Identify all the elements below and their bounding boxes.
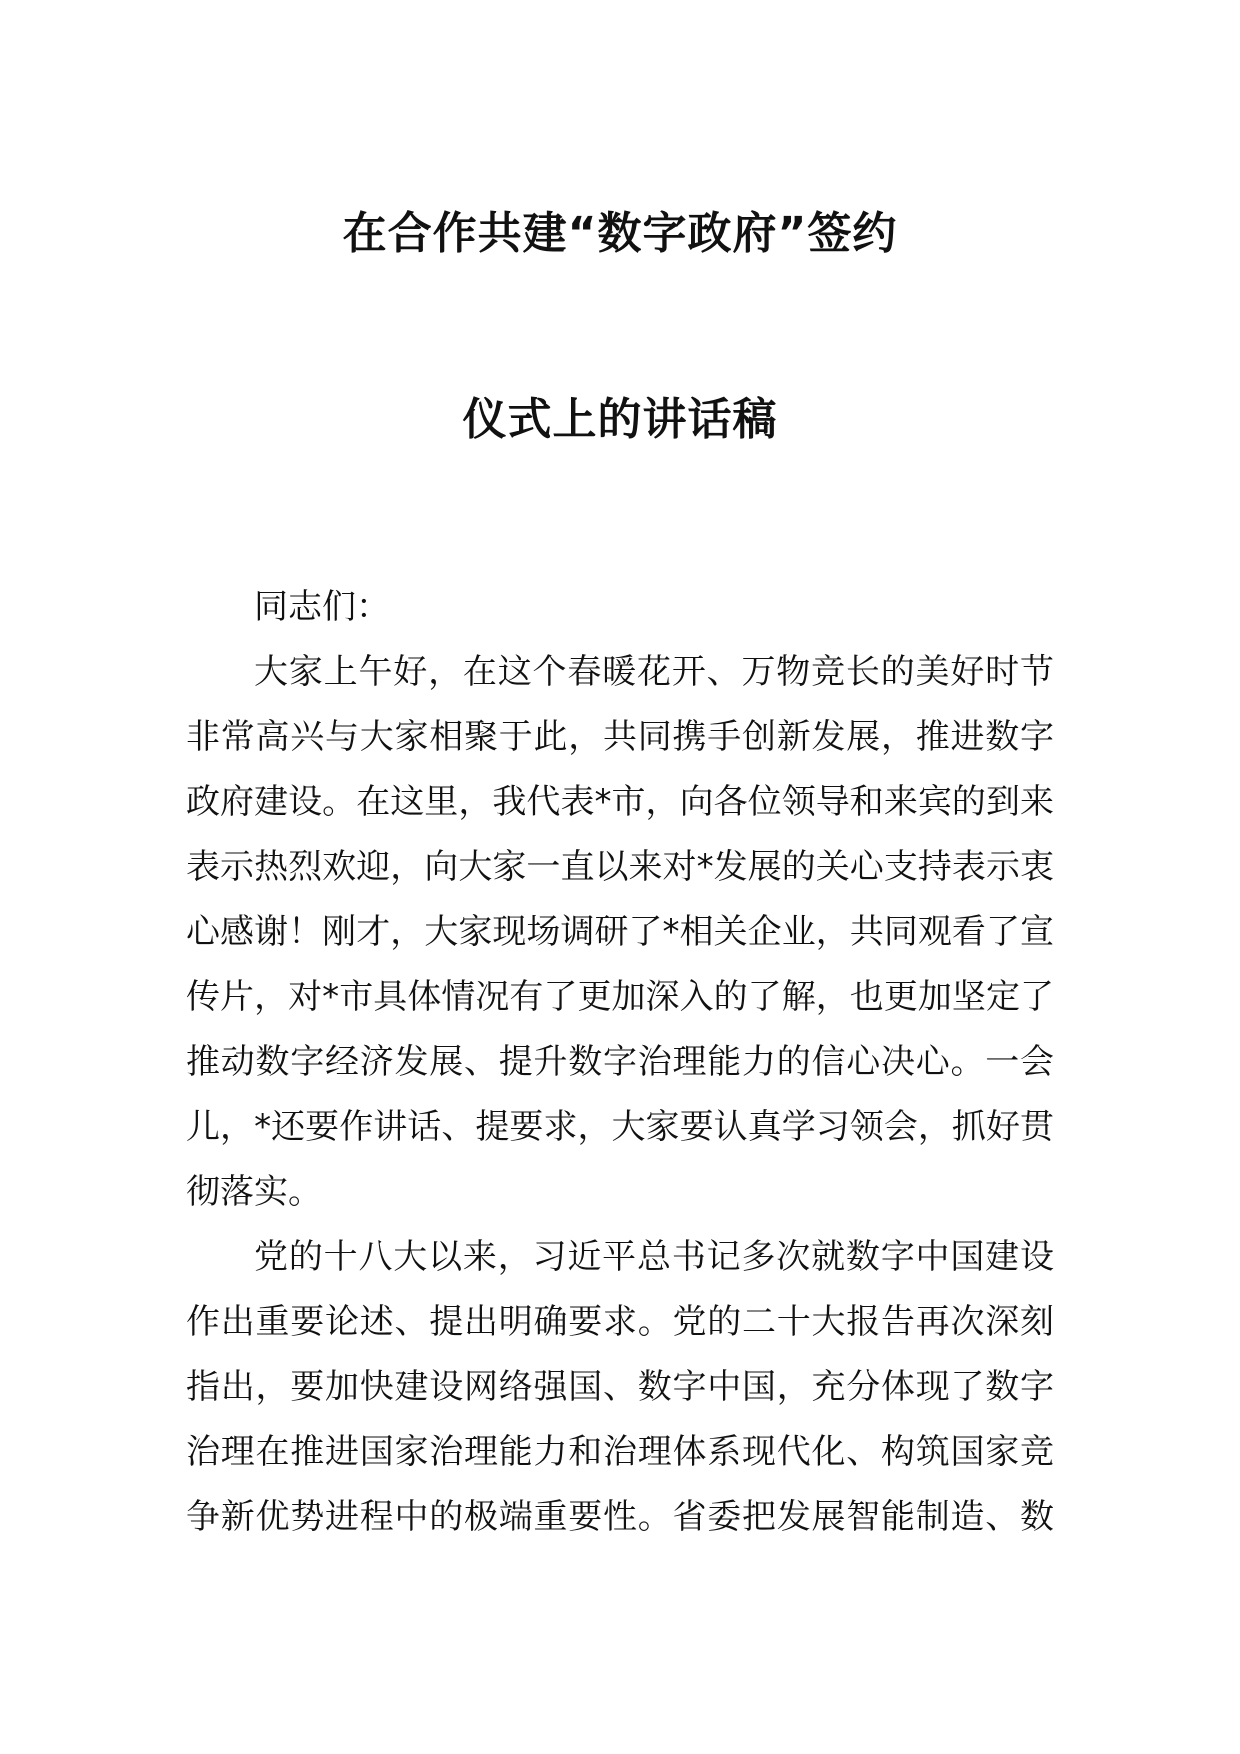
paragraph-line: 治理在推进国家治理能力和治理体系现代化、构筑国家竞	[186, 1432, 1054, 1472]
paragraph-line: 政府建设。在这里，我代表*市，向各位领导和来宾的到来	[186, 782, 1054, 822]
paragraph-line: 儿，*还要作讲话、提要求，大家要认真学习领会，抓好贯	[186, 1107, 1054, 1147]
paragraph-line: 彻落实。	[186, 1172, 322, 1212]
paragraph-line: 争新优势进程中的极端重要性。省委把发展智能制造、数	[186, 1497, 1054, 1537]
paragraph-line: 作出重要论述、提出明确要求。党的二十大报告再次深刻	[186, 1302, 1054, 1342]
paragraph-line: 传片，对*市具体情况有了更加深入的了解，也更加坚定了	[186, 977, 1054, 1017]
paragraph-line: 心感谢！刚才，大家现场调研了*相关企业，共同观看了宣	[186, 912, 1054, 952]
paragraph-line: 大家上午好，在这个春暖花开、万物竞长的美好时节	[254, 652, 1054, 692]
paragraph-line: 党的十八大以来，习近平总书记多次就数字中国建设	[254, 1237, 1054, 1277]
document-title-line-1: 在合作共建“数字政府”签约	[342, 208, 898, 259]
paragraph-2	[186, 1225, 1054, 1550]
document-body	[186, 575, 1054, 1550]
salutation: 同志们：	[254, 587, 390, 627]
paragraph-line: 推动数字经济发展、提升数字治理能力的信心决心。一会	[186, 1042, 1054, 1082]
paragraph-line: 非常高兴与大家相聚于此，共同携手创新发展，推进数字	[186, 717, 1054, 757]
paragraph-line: 指出，要加快建设网络强国、数字中国，充分体现了数字	[186, 1367, 1054, 1407]
paragraph-line: 表示热烈欢迎，向大家一直以来对*发展的关心支持表示衷	[186, 847, 1054, 887]
document-title-line-2: 仪式上的讲话稿	[462, 394, 778, 445]
paragraph-1	[186, 640, 1054, 1225]
